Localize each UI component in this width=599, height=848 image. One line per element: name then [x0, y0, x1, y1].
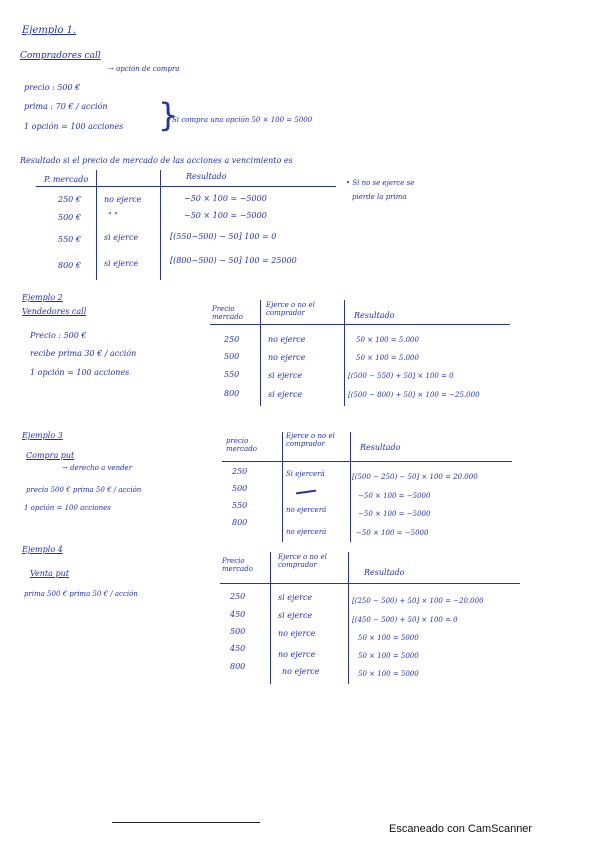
- ex2-row4-result: [(500 − 800) + 50] × 100 = −25.000: [348, 391, 480, 399]
- ex1-brace: }: [158, 96, 179, 134]
- ex3-row2-result: −50 × 100 = −5000: [358, 492, 431, 500]
- ex1-row1-result: −50 × 100 = −5000: [184, 194, 267, 203]
- ex1-line-1: precio : 500 €: [24, 83, 81, 92]
- ex4-row5-result: 50 × 100 = 5000: [358, 670, 419, 678]
- ex4-row1-action: si ejerce: [278, 593, 313, 602]
- ex4-row1-result: [(250 − 500) + 50] × 100 = −20.000: [352, 597, 484, 605]
- ex1-side-note-2: pierde la prima: [352, 193, 407, 201]
- ex2-row2-action: no ejerce: [268, 353, 306, 362]
- ex3-row1-result: [(500 − 250) − 50] × 100 = 20.000: [352, 473, 478, 481]
- ex4-col-result: Resultado: [364, 568, 405, 577]
- ex3-row1-price: 250: [232, 467, 248, 476]
- ex4-row4-price: 450: [230, 644, 246, 653]
- ex3-row2-dash: [296, 490, 316, 494]
- ex4-heading: Venta put: [30, 569, 69, 578]
- footer-rule: [112, 822, 260, 823]
- ex3-title: Ejemplo 3: [22, 431, 63, 440]
- ex1-heading: Compradores call: [20, 51, 101, 61]
- ex2-col-action: Ejerce o no el comprador: [266, 301, 315, 318]
- ex1-table-vline-1: [96, 170, 97, 280]
- ex2-col-price: Precio mercado: [212, 305, 243, 322]
- ex3-col-action: Ejerce o no el comprador: [286, 432, 335, 449]
- ex3-col-result: Resultado: [360, 443, 401, 452]
- ex4-table-vline-1: [270, 552, 271, 684]
- ex4-col-price: Precio mercado: [222, 557, 253, 574]
- ex4-line-1: prima 500 € prima 50 € / acción: [24, 590, 138, 598]
- ex2-row4-price: 800: [224, 389, 240, 398]
- ex2-table-hline: [210, 324, 510, 325]
- ex3-row4-action: no ejercerá: [286, 528, 327, 536]
- ex1-col-price: P. mercado: [44, 175, 89, 184]
- ex1-row3-price: 550 €: [58, 235, 81, 244]
- ex1-row4-price: 800 €: [58, 261, 81, 270]
- ex1-line-2: prima : 70 € / acción: [24, 102, 108, 111]
- ex2-row1-result: 50 × 100 = 5.000: [356, 336, 419, 344]
- ex4-row4-action: no ejerce: [278, 650, 316, 659]
- ex4-row2-action: si ejerce: [278, 611, 313, 620]
- ex3-row4-result: −50 × 100 = −5000: [356, 529, 429, 537]
- ex4-row1-price: 250: [230, 592, 246, 601]
- camscanner-watermark: Escaneado con CamScanner: [389, 823, 533, 835]
- ex3-row1-action: Si ejercerá: [286, 470, 325, 478]
- ex3-table-hline: [222, 461, 512, 462]
- ex2-line-2: recibe prima 30 € / acción: [30, 349, 137, 358]
- ex2-table-vline-2: [344, 300, 345, 406]
- ex2-row2-price: 500: [224, 352, 240, 361]
- ex2-row1-price: 250: [224, 335, 240, 344]
- ex1-subnote: → opción de compra: [108, 65, 180, 73]
- ex1-row2-action: " ": [108, 211, 118, 220]
- ex3-row3-action: no ejercerá: [286, 506, 327, 514]
- ex2-row3-result: [(500 − 550) + 50] × 100 = 0: [348, 372, 454, 380]
- ex1-side-note-1: • Si no se ejerce se: [346, 179, 415, 187]
- ex1-line-3: 1 opción = 100 acciones: [24, 122, 124, 131]
- ex3-line-1: precio 500 € prima 50 € / acción: [26, 486, 142, 494]
- ex1-row2-price: 500 €: [58, 213, 81, 222]
- ex4-row2-price: 450: [230, 610, 246, 619]
- ex2-row3-price: 550: [224, 370, 240, 379]
- ex4-title: Ejemplo 4: [22, 545, 63, 554]
- ex2-heading: Vendedores call: [22, 307, 87, 316]
- ex3-table-vline-2: [350, 432, 351, 542]
- ex1-row3-result: [(550−500) − 50] 100 = 0: [170, 232, 277, 241]
- ex2-row2-result: 50 × 100 = 5.000: [356, 354, 419, 362]
- ex4-row2-result: [(450 − 500) + 50] × 100 = 0: [352, 616, 458, 624]
- ex4-row3-result: 50 × 100 = 5000: [358, 634, 419, 642]
- ex4-row4-result: 50 × 100 = 5000: [358, 652, 419, 660]
- ex2-line-3: 1 opción = 100 acciones: [30, 368, 130, 377]
- ex3-line-2: 1 opción = 100 acciones: [24, 504, 111, 512]
- ex2-title: Ejemplo 2: [22, 293, 63, 302]
- ex1-row2-result: −50 × 100 = −5000: [184, 211, 267, 220]
- ex4-col-action: Ejerce o no el comprador: [278, 553, 327, 570]
- ex1-row1-price: 250 €: [58, 195, 81, 204]
- ex1-row1-action: no ejerce: [104, 195, 142, 204]
- ex3-row3-price: 550: [232, 501, 248, 510]
- ex3-row3-result: −50 × 100 = −5000: [358, 510, 431, 518]
- ex1-table-hline: [36, 186, 336, 187]
- ex2-row1-action: no ejerce: [268, 335, 306, 344]
- ex2-table-vline-1: [260, 300, 261, 406]
- ex3-subnote: → derecho a vender: [62, 464, 133, 472]
- ex4-row5-action: no ejerce: [282, 667, 320, 676]
- ex2-col-result: Resultado: [354, 311, 395, 320]
- ex1-row3-action: si ejerce: [104, 233, 139, 242]
- ex3-table-vline-1: [282, 432, 283, 542]
- ex2-row3-action: si ejerce: [268, 371, 303, 380]
- ex1-row4-result: [(800−500) − 50] 100 = 25000: [170, 256, 297, 265]
- ex3-heading: Compra put: [26, 451, 75, 460]
- ex1-col-result: Resultado: [186, 172, 227, 181]
- ex1-title: Ejemplo 1.: [22, 25, 77, 36]
- ex3-col-price: precio mercado: [226, 437, 257, 454]
- ex2-row4-action: si ejerce: [268, 390, 303, 399]
- ex4-table-hline: [220, 583, 520, 584]
- ex1-brace-note: Si compra una opción 50 × 100 = 5000: [172, 116, 313, 124]
- ex4-row3-price: 500: [230, 627, 246, 636]
- ex1-result-intro: Resultado si el precio de mercado de las acciones a vencimiento es: [20, 156, 293, 165]
- ex4-row3-action: no ejerce: [278, 629, 316, 638]
- ex4-row5-price: 800: [230, 662, 246, 671]
- ex1-row4-action: si ejerce: [104, 259, 139, 268]
- ex1-table-vline-2: [160, 170, 161, 280]
- ex2-line-1: Precio : 500 €: [30, 331, 87, 340]
- ex4-table-vline-2: [348, 552, 349, 684]
- ex3-row4-price: 800: [232, 518, 248, 527]
- ex3-row2-price: 500: [232, 484, 248, 493]
